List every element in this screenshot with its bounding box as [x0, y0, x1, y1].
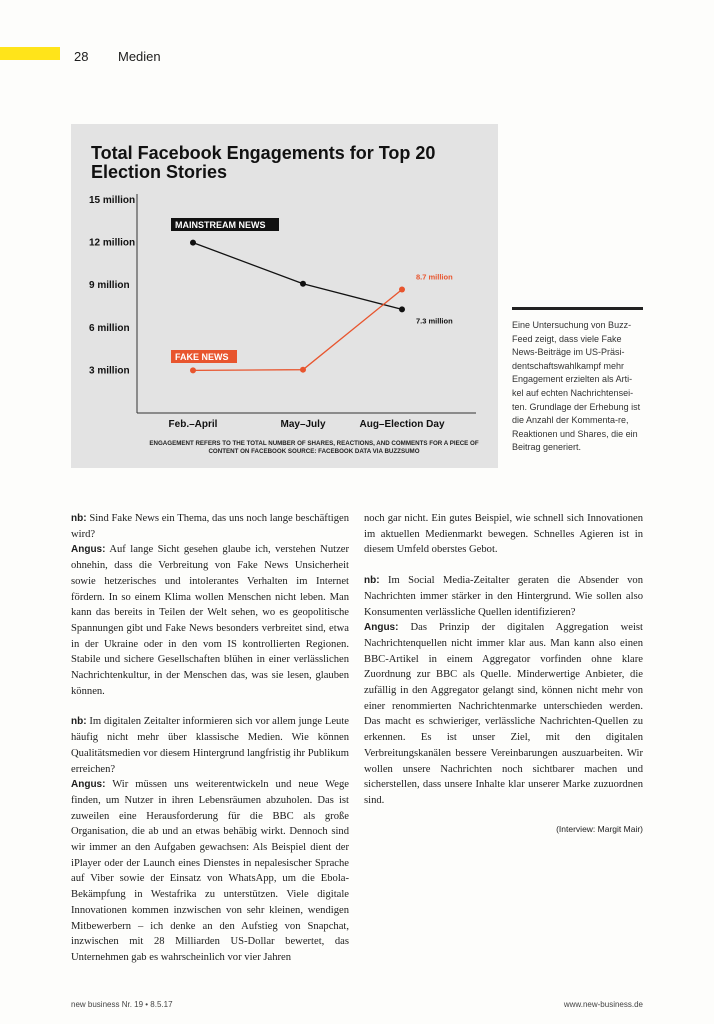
- yellow-accent-bar: [0, 47, 60, 60]
- series-line: [193, 243, 402, 310]
- data-point: [399, 286, 405, 292]
- legend-label-mainstream: MAINSTREAM NEWS: [175, 220, 266, 230]
- data-point: [190, 367, 196, 373]
- data-point: [300, 367, 306, 373]
- section-title: Medien: [118, 49, 161, 64]
- data-label-mainstream: 7.3 million: [416, 316, 453, 326]
- paragraph-text: Im Social Media-Zeitalter geraten die Absender von Nachrichten immer stärker in den Hintergrund. Wie sollen also Konsumenten verlässliche Quellen identifizieren?: [364, 575, 643, 618]
- article-column-right: [364, 511, 643, 837]
- x-tick-label: May–July: [280, 419, 326, 430]
- chart-figure: [71, 124, 498, 468]
- paragraph-text: Sind Fake News ein Thema, das uns noch lange beschäftigen wird?: [71, 513, 349, 540]
- interview-paragraph: [71, 714, 349, 777]
- footer-website: www.new-business.de: [563, 1000, 643, 1009]
- interview-paragraph: [364, 620, 643, 808]
- interview-paragraph: [71, 777, 349, 965]
- data-label-fake: 8.7 million: [416, 272, 453, 282]
- data-point: [190, 240, 196, 246]
- paragraph-text: Wir müssen uns weiterentwickeln und neue Wege finden, um Nutzer in ihren Lebensräumen abzuholen. Das ist zuweilen eine Herausforderung für die BBC als große Organisation, die ab und an etwas behäbig wirkt. Dennoch sind wir immer an den Aufgaben gewachsen: Als Beispiel dient der iPlayer oder der Launch eines Dienstes in nepalesischer Sprache auf Viber sowie der Einsatz von WhatsApp, um die Ebola-Bekämpfung in Westafrika zu unterstützen. Viele digitale Innovationen kommen inzwischen von sehr kleinen, wendigen Mitbewerbern – ich denke an den Aufstieg von Snapchat, inzwischen mit 28 Milliarden US-Dollar bewertet, das Unternehmen gab es wahrscheinlich vor vier Jahren: [71, 779, 349, 963]
- interview-paragraph: [71, 542, 349, 699]
- data-point: [300, 281, 306, 287]
- paragraph-text: Im digitalen Zeitalter informieren sich vor allem junge Leute häufig nicht mehr über klassische Medien. Wie können Qualitätsmedien vor diesem Hintergrund langfristig ihr Publikum erreichen?: [71, 716, 349, 775]
- paragraph-text: Auf lange Sicht gesehen glaube ich, verstehen Nutzer ohnehin, dass die Verbreitung von Fake News Unsicherheit sowie hetzerisches und intolerantes Verhalten im Internet fördern. In so einem Klima wollen Menschen nicht leben. Man kann das bereits in Teilen der Welt sehen, wo es geopolitische Spannungen gibt und Fake News besonders verbreitet sind, etwa in der Ukraine oder in den vom IS kontrollierten Regionen. Stabile und sichere Gesellschaften blühen in einer verlässlichen Nachrichtenkultur, in der Menschen das, was sie lesen, glauben können.: [71, 544, 349, 697]
- speaker-label: nb:: [71, 716, 87, 728]
- x-tick-label: Feb.–April: [168, 419, 218, 430]
- data-point: [399, 306, 405, 312]
- figure-caption: Eine Untersuchung von Buzz-Feed zeigt, dass viele Fake News-Beiträge im US-Präsi-dentschaftswahlkampf mehr Engagement erzielten als Arti-kel auf echten Nachrichtensei-ten. Grundlage der Erhebung ist die Anzahl der Kommenta-re, Reaktionen und Shares, die ein Beitrag generiert.: [512, 320, 641, 453]
- paragraph-text: Das Prinzip der digitalen Aggregation weist Nachrichtenquellen nicht immer klar aus. Man kann also einen BBC-Artikel in einem Aggregator vorfinden ohne klare Zuordnung zur BBC als Quelle. Minderwertige Anbieter, die zufällig in den Aggregator gelangt sind, können nicht mehr von einer renommierten Nachrichtenmarke unterschieden werden. Das macht es schwieriger, verlässliche Nachrichten-Quellen zu erkennen. Es ist unser Ziel, mit den digitalen Verbreitungskanälen bessere Vereinbarungen auszuarbeiten. Wir wollen unsere Nachrichten noch sichtbarer machen und sicherstellen, dass unsere Inhalte klar unserer Marke zuzuordnen sind.: [364, 622, 643, 806]
- paragraph-text: noch gar nicht. Ein gutes Beispiel, wie schnell sich Innovationen im aktuellen Medienmarkt bewegen. Schnelles Agieren ist in diesem Umfeld oberstes Gebot.: [364, 513, 643, 556]
- y-tick-label: 6 million: [89, 322, 130, 334]
- chart-note: ENGAGEMENT REFERS TO THE TOTAL NUMBER OF SHARES, REACTIONS, AND COMMENTS FOR A PIECE OF CONTENT ON FACEBOOK SOURCE: FACEBOOK DATA VIA BUZZSUMO: [149, 440, 479, 455]
- page-number: 28: [74, 49, 89, 64]
- caption-rule: [512, 307, 643, 310]
- y-tick-label: 12 million: [89, 237, 136, 249]
- interview-paragraph: [71, 511, 349, 542]
- footer-issue: new business Nr. 19 • 8.5.17: [71, 1000, 173, 1009]
- speaker-label: nb:: [364, 575, 380, 587]
- article-column-left: [71, 511, 349, 981]
- speaker-label: Angus:: [364, 622, 399, 634]
- chart-title: Total Facebook Engagements for Top 20 Election Stories: [91, 143, 436, 182]
- speaker-label: nb:: [71, 513, 87, 524]
- interview-paragraph: [364, 511, 643, 558]
- y-tick-label: 15 million: [89, 195, 136, 206]
- interviewer-credit: (Interview: Margit Mair): [556, 823, 643, 834]
- speaker-label: Angus:: [71, 779, 106, 791]
- x-tick-label: Aug–Election Day: [359, 419, 445, 430]
- y-tick-label: 3 million: [89, 365, 130, 377]
- y-tick-label: 9 million: [89, 280, 130, 292]
- legend-label-fake: FAKE NEWS: [175, 352, 229, 362]
- interview-paragraph: [364, 573, 643, 620]
- speaker-label: Angus:: [71, 544, 106, 556]
